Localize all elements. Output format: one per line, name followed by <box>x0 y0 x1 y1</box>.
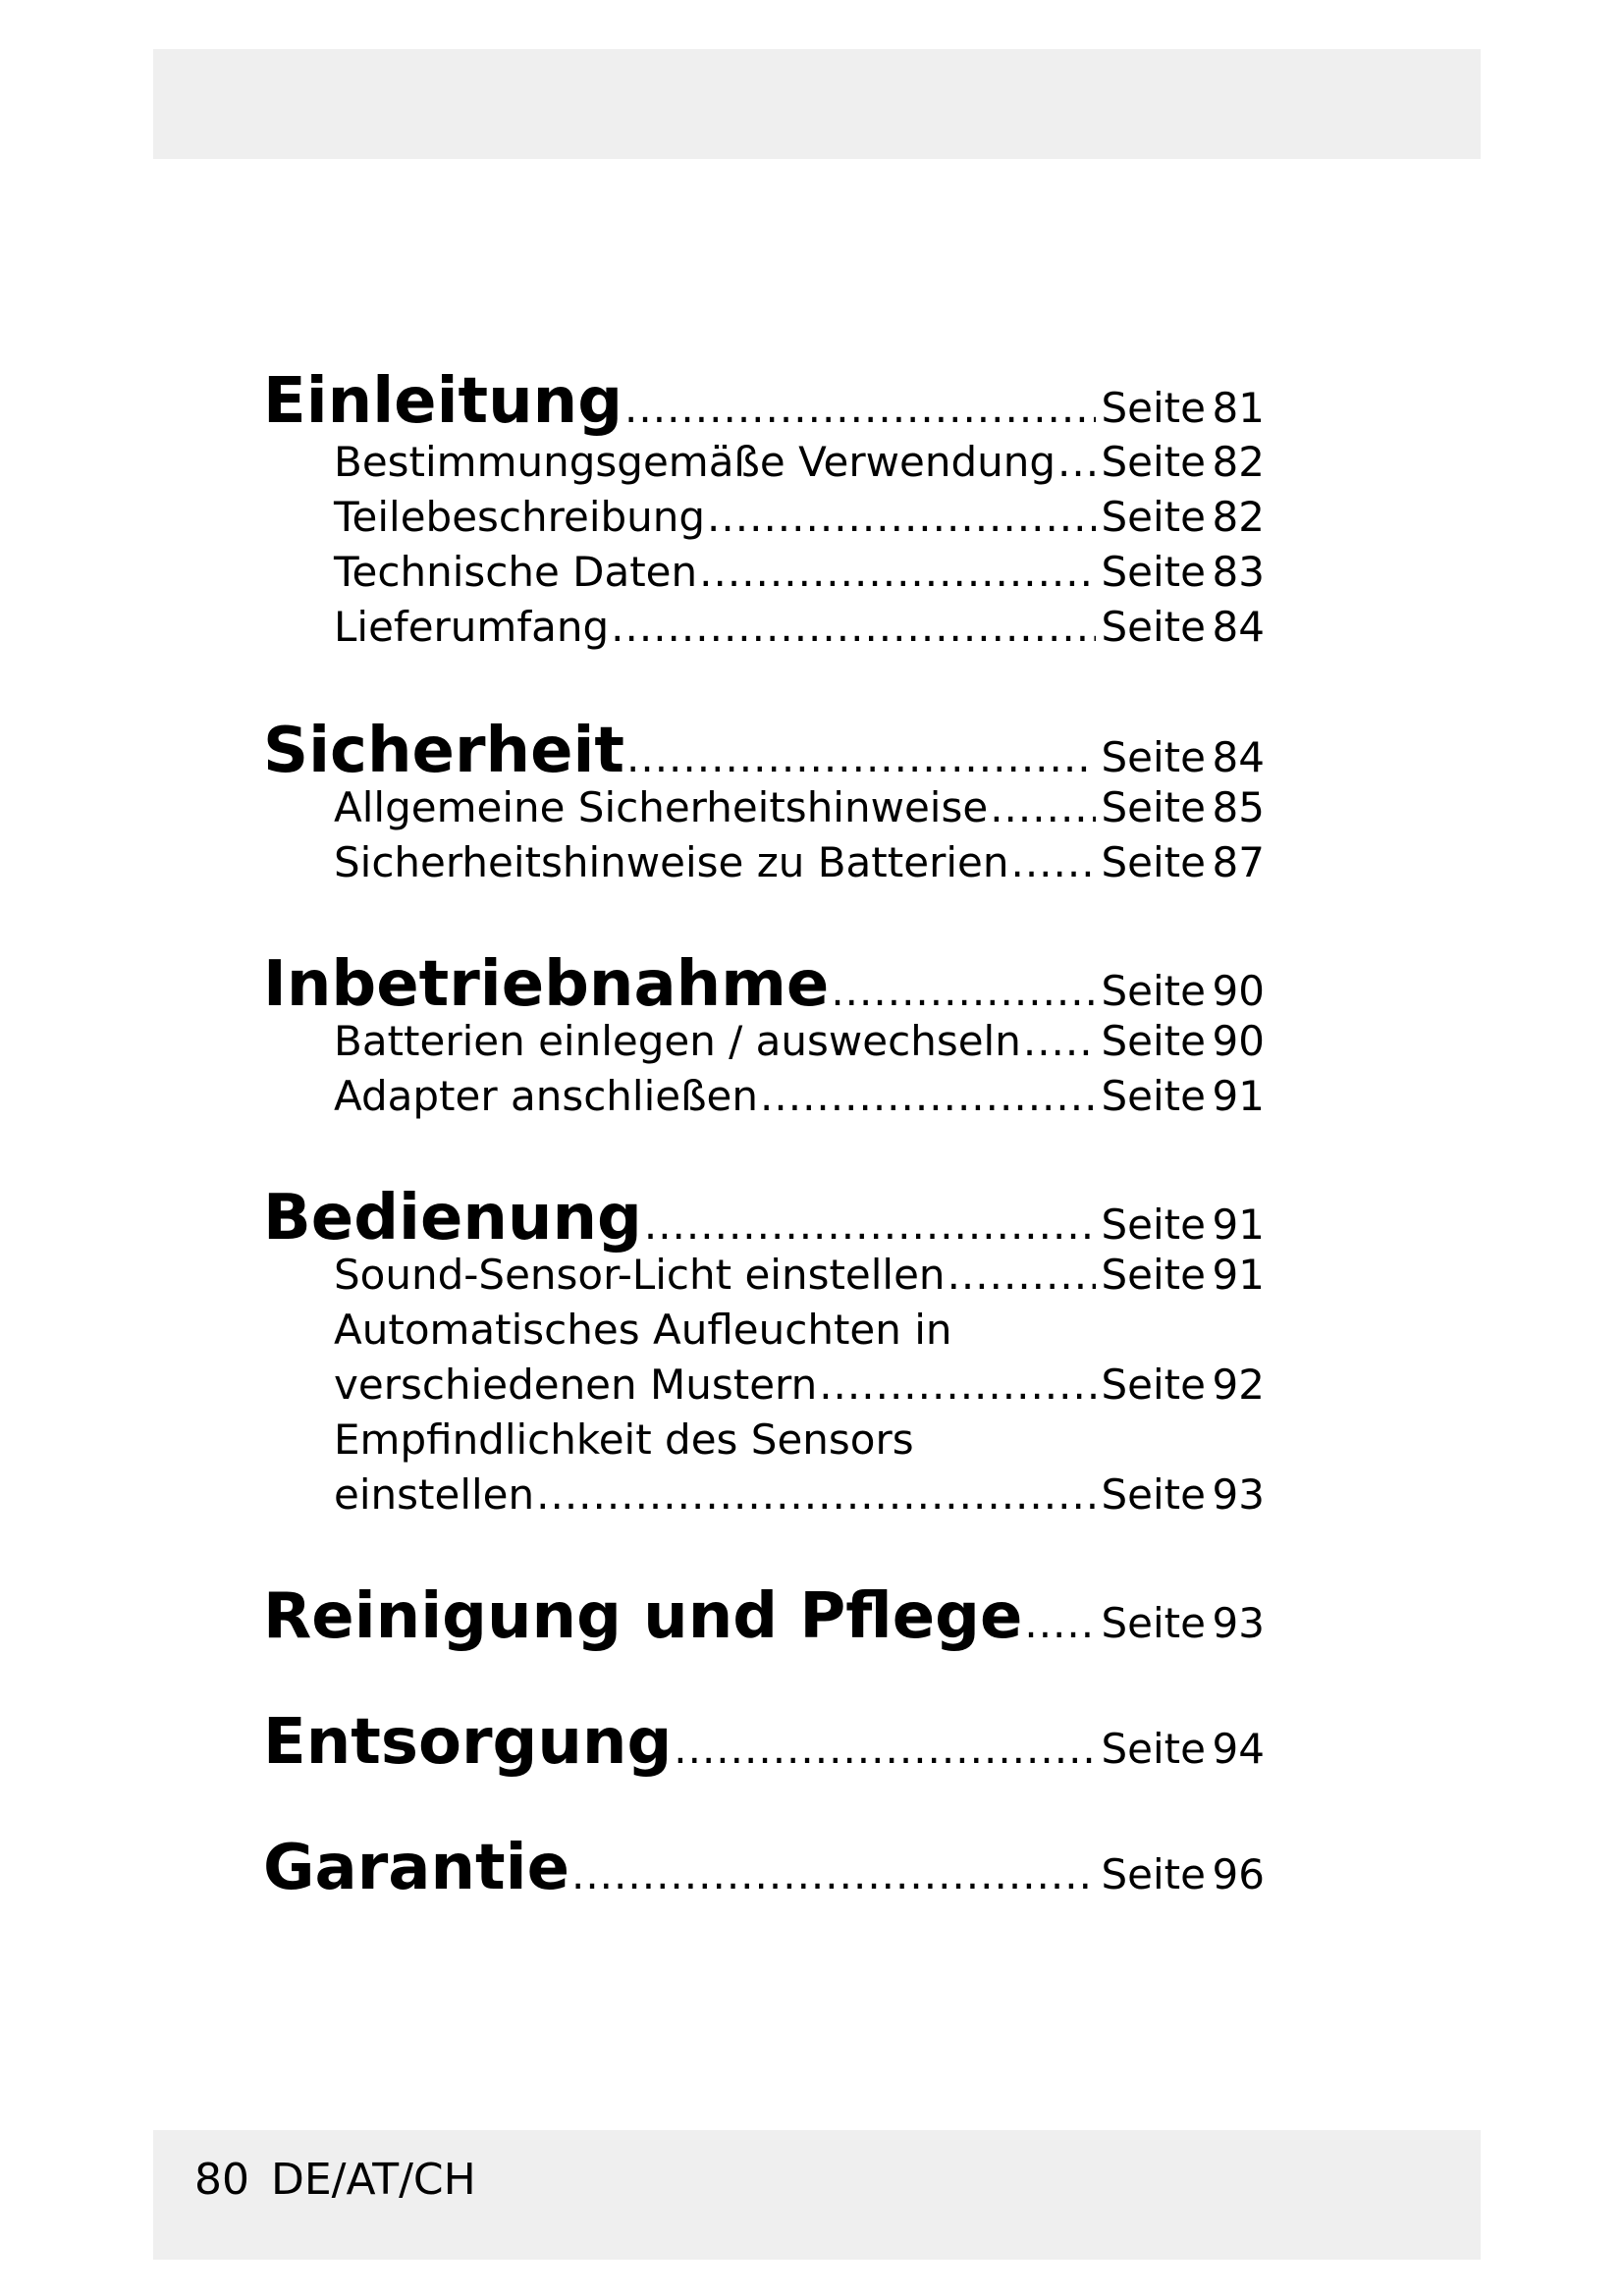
footer-locale: DE/AT/CH <box>271 2155 476 2205</box>
page-number: 82 <box>1212 493 1265 541</box>
page-number: 92 <box>1212 1361 1265 1409</box>
leader-dots <box>990 783 1095 831</box>
leader-dots <box>536 1470 1095 1519</box>
seite-label: Seite <box>1101 603 1206 651</box>
page-number: 84 <box>1212 603 1265 651</box>
footer-page-number: 80 <box>194 2155 249 2205</box>
toc-entry-sicherheit[interactable] <box>263 715 1265 787</box>
leader-dots <box>699 548 1095 596</box>
leader-dots <box>626 733 1096 781</box>
leader-dots <box>831 967 1095 1015</box>
seite-label: Seite <box>1101 1361 1206 1409</box>
toc-subentry-line: Automatisches Aufleuchten in <box>334 1306 952 1354</box>
toc-entry-lieferumfang[interactable] <box>334 603 1265 651</box>
page-number: 96 <box>1212 1850 1265 1898</box>
toc-subentry: Teilebeschreibung <box>334 493 706 541</box>
leader-dots <box>947 1251 1096 1299</box>
toc-subentry: Bestimmungsgemäße Verwendung <box>334 438 1056 486</box>
page-number: 93 <box>1212 1599 1265 1647</box>
page-number: 81 <box>1212 384 1265 432</box>
toc-subentry: Batterien einlegen / auswechseln <box>334 1017 1021 1065</box>
leader-dots <box>1023 1017 1096 1065</box>
toc-heading: Reinigung und Pflege <box>263 1580 1023 1653</box>
seite-label: Seite <box>1101 733 1206 781</box>
toc-subentry: Technische Daten <box>334 548 698 596</box>
toc-entry-batterie-hinweise[interactable] <box>334 838 1265 886</box>
toc-subentry: verschiedenen Mustern <box>334 1361 818 1409</box>
toc-entry-empfindlichkeit[interactable] <box>334 1470 1265 1519</box>
page-number: 85 <box>1212 783 1265 831</box>
leader-dots <box>1010 838 1095 886</box>
toc-heading: Garantie <box>263 1832 569 1904</box>
leader-dots <box>1024 1599 1095 1647</box>
footer-band <box>153 2130 1481 2260</box>
toc-entry-technische-daten[interactable] <box>334 548 1265 596</box>
leader-dots <box>760 1072 1095 1120</box>
toc-entry-garantie[interactable] <box>263 1832 1265 1904</box>
seite-label: Seite <box>1101 1072 1206 1120</box>
leader-dots <box>571 1850 1096 1898</box>
leader-dots <box>707 493 1095 541</box>
toc-entry-entsorgung[interactable] <box>263 1706 1265 1779</box>
toc-subentry: Lieferumfang <box>334 603 610 651</box>
page-number: 87 <box>1212 838 1265 886</box>
leader-dots <box>644 1201 1096 1249</box>
leader-dots <box>674 1725 1095 1773</box>
page-number: 91 <box>1212 1251 1265 1299</box>
toc-entry-reinigung[interactable] <box>263 1580 1265 1653</box>
seite-label: Seite <box>1101 838 1206 886</box>
header-band <box>153 49 1481 159</box>
footer <box>194 2155 476 2205</box>
page-number: 90 <box>1212 967 1265 1015</box>
page-number: 93 <box>1212 1470 1265 1519</box>
leader-dots <box>1057 438 1095 486</box>
toc-entry-inbetriebnahme[interactable] <box>263 948 1265 1021</box>
toc-heading: Inbetriebnahme <box>263 948 830 1021</box>
toc-heading: Sicherheit <box>263 715 624 787</box>
toc-entry-automatisch[interactable] <box>334 1361 1265 1409</box>
seite-label: Seite <box>1101 1599 1206 1647</box>
toc-heading: Entsorgung <box>263 1706 673 1779</box>
seite-label: Seite <box>1101 783 1206 831</box>
toc-subentry-line: Empfindlichkeit des Sensors <box>334 1415 914 1464</box>
toc-entry-sound-sensor[interactable] <box>334 1251 1265 1299</box>
page-number: 91 <box>1212 1201 1265 1249</box>
page-number: 84 <box>1212 733 1265 781</box>
leader-dots <box>819 1361 1095 1409</box>
page-number: 90 <box>1212 1017 1265 1065</box>
seite-label: Seite <box>1101 1201 1206 1249</box>
toc-entry-allgemeine-sicherheitshinweise[interactable] <box>334 783 1265 831</box>
toc-entry-bestimmung[interactable] <box>334 438 1265 486</box>
seite-label: Seite <box>1101 1251 1206 1299</box>
seite-label: Seite <box>1101 1017 1206 1065</box>
toc-entry-batterien-einlegen[interactable] <box>334 1017 1265 1065</box>
toc-heading: Bedienung <box>263 1182 642 1255</box>
toc-subentry: Adapter anschließen <box>334 1072 759 1120</box>
seite-label: Seite <box>1101 1850 1206 1898</box>
toc-subentry: einstellen <box>334 1470 535 1519</box>
leader-dots <box>611 603 1095 651</box>
leader-dots <box>624 384 1095 432</box>
page-number: 94 <box>1212 1725 1265 1773</box>
seite-label: Seite <box>1101 384 1206 432</box>
page-number: 83 <box>1212 548 1265 596</box>
toc-entry-einleitung[interactable] <box>263 365 1265 438</box>
toc-heading: Einleitung <box>263 365 623 438</box>
page-number: 91 <box>1212 1072 1265 1120</box>
seite-label: Seite <box>1101 1470 1206 1519</box>
toc-subentry: Sicherheitshinweise zu Batterien <box>334 838 1009 886</box>
seite-label: Seite <box>1101 967 1206 1015</box>
seite-label: Seite <box>1101 493 1206 541</box>
toc-entry-bedienung[interactable] <box>263 1182 1265 1255</box>
toc-subentry: Sound-Sensor-Licht einstellen <box>334 1251 946 1299</box>
toc-entry-teilebeschreibung[interactable] <box>334 493 1265 541</box>
seite-label: Seite <box>1101 1725 1206 1773</box>
seite-label: Seite <box>1101 438 1206 486</box>
page-number: 82 <box>1212 438 1265 486</box>
toc-entry-adapter[interactable] <box>334 1072 1265 1120</box>
toc-subentry: Allgemeine Sicherheitshinweise <box>334 783 989 831</box>
seite-label: Seite <box>1101 548 1206 596</box>
